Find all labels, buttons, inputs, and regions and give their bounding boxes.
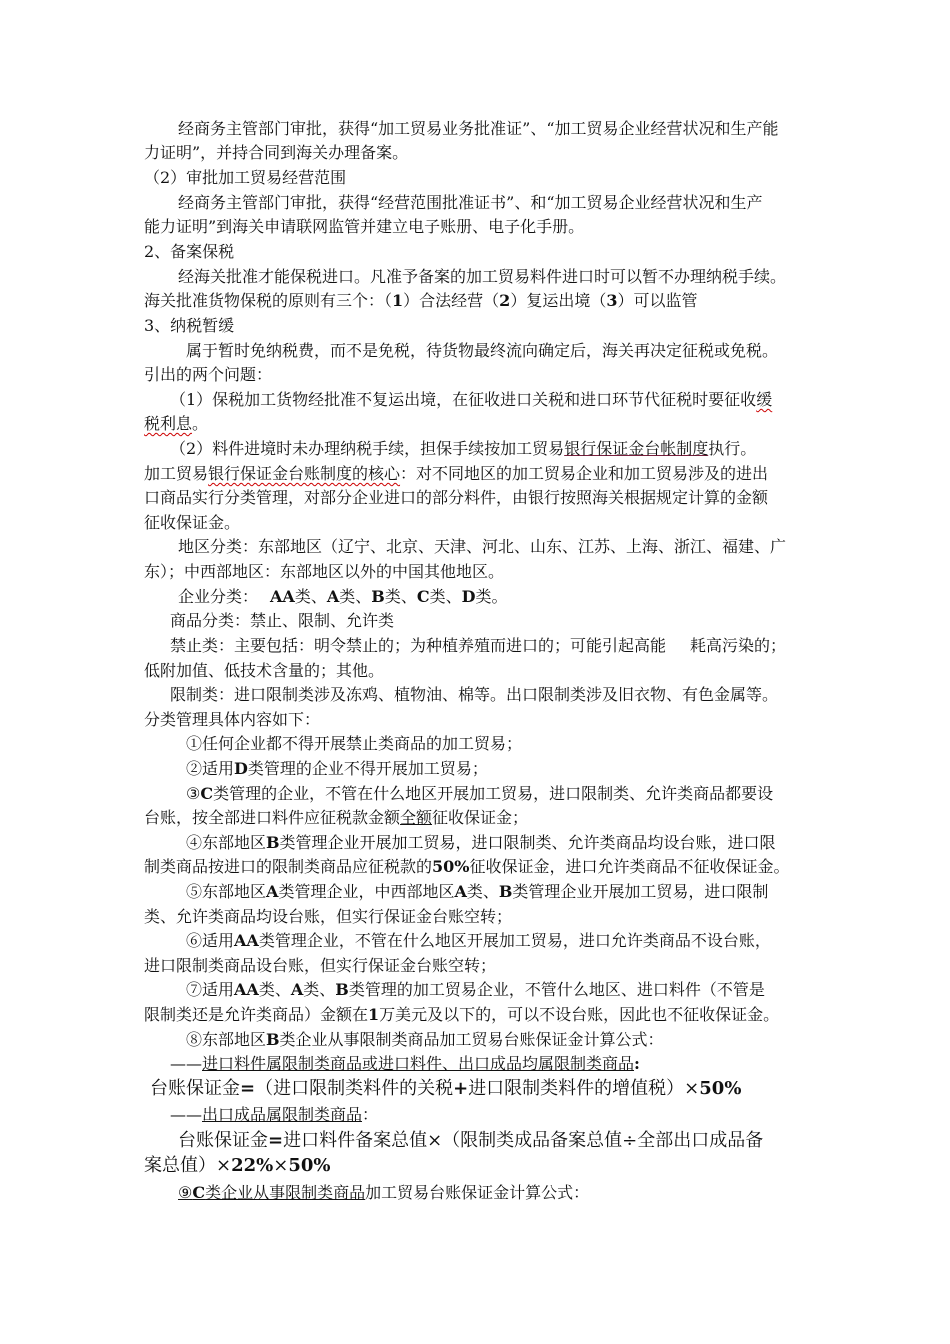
- list-item: ⑨C类企业从事限制类商品加工贸易台账保证金计算公式：: [178, 1183, 590, 1202]
- paragraph-line: 禁止类：主要包括：明令禁止的；为种植养殖而进口的；可能引起高能 耗高污染的；: [170, 636, 787, 655]
- paragraph-line: 商品分类：禁止、限制、允许类: [170, 611, 395, 630]
- paragraph-line: 引出的两个问题：: [144, 365, 273, 384]
- paragraph-line: 海关批准货物保税的原则有三个：（1）合法经营（2）复运出境（3）可以监管: [144, 291, 698, 310]
- paragraph-line: 力证明”，并持合同到海关办理备案。: [144, 143, 409, 162]
- list-item: ⑥适用AA类管理企业，不管在什么地区开展加工贸易，进口允许类商品不设台账，: [186, 931, 771, 950]
- list-item: ①任何企业都不得开展禁止类商品的加工贸易；: [186, 734, 523, 753]
- paragraph-line: 限制类还是允许类商品）金额在1万美元及以下的，可以不设台账，因此也不征收保证金。: [144, 1005, 780, 1024]
- list-item: ②适用D类管理的企业不得开展加工贸易；: [186, 759, 488, 778]
- paragraph-line: 口商品实行分类管理，对部分企业进口的部分料件，由银行按照海关根据规定计算的金额: [144, 488, 769, 507]
- formula-line: 台账保证金=（进口限制类料件的关税+进口限制类料件的增值税）×50%: [150, 1078, 742, 1099]
- paragraph-line: 台账，按全部进口料件应征税款金额全额征收保证金；: [144, 808, 529, 827]
- paragraph-line: 加工贸易银行保证金台账制度的核心：对不同地区的加工贸易企业和加工贸易涉及的进出: [144, 464, 769, 483]
- paragraph-line: （1）保税加工货物经批准不复运出境，在征收进口关税和进口环节代征税时要征收缓: [170, 390, 773, 409]
- paragraph-line: 制类商品按进口的限制类商品应征税款的50%征收保证金，进口允许类商品不征收保证金。: [144, 857, 790, 876]
- formula-heading: ——进口料件属限制类商品或进口料件、出口成品均属限制类商品:: [170, 1054, 640, 1073]
- formula-line: 台账保证金=进口料件备案总值×（限制类成品备案总值÷全部出口成品备: [178, 1130, 764, 1151]
- paragraph-line: 经商务主管部门审批，获得“加工贸易业务批准证”、“加工贸易企业经营状况和生产能: [178, 119, 779, 138]
- section-heading: 2、备案保税: [144, 242, 235, 261]
- paragraph-line: 限制类：进口限制类涉及冻鸡、植物油、棉等。出口限制类涉及旧衣物、有色金属等。: [170, 685, 779, 704]
- list-item: ⑤东部地区A类管理企业，中西部地区A类、B类管理企业开展加工贸易，进口限制: [186, 882, 769, 901]
- formula-line: 案总值）×22%×50%: [144, 1155, 331, 1176]
- paragraph-line: 征收保证金。: [144, 513, 241, 532]
- paragraph-line: 属于暂时免纳税费，而不是免税，待货物最终流向确定后，海关再决定征税或免税。: [186, 341, 779, 360]
- paragraph-line: 税利息。: [144, 414, 209, 433]
- paragraph-line: （2）料件进境时未办理纳税手续，担保手续按加工贸易银行保证金台帐制度执行。: [170, 439, 757, 458]
- paragraph-line: 企业分类： AA类、A类、B类、C类、D类。: [178, 587, 508, 606]
- list-item: ④东部地区B类管理企业开展加工贸易，进口限制类、允许类商品均设台账，进口限: [186, 833, 776, 852]
- paragraph-line: 地区分类：东部地区（辽宁、北京、天津、河北、山东、江苏、上海、浙江、福建、广: [178, 537, 787, 556]
- section-heading: 3、纳税暂缓: [144, 316, 235, 335]
- section-heading: （2）审批加工贸易经营范围: [144, 168, 347, 187]
- formula-heading: ——出口成品属限制类商品：: [170, 1105, 379, 1124]
- list-item: ③C类管理的企业，不管在什么地区开展加工贸易，进口限制类、允许类商品都要设: [186, 784, 774, 803]
- paragraph-line: 类、允许类商品均设台账，但实行保证金台账空转；: [144, 907, 513, 926]
- paragraph-line: 东）；中西部地区：东部地区以外的中国其他地区。: [144, 562, 505, 581]
- paragraph-line: 低附加值、低技术含量的；其他。: [144, 661, 385, 680]
- list-item: ⑦适用AA类、A类、B类管理的加工贸易企业，不管什么地区、进口料件（不管是: [186, 980, 765, 999]
- paragraph-line: 经海关批准才能保税进口。凡准予备案的加工贸易料件进口时可以暂不办理纳税手续。: [178, 267, 787, 286]
- paragraph-line: 进口限制类商品设台账，但实行保证金台账空转；: [144, 956, 497, 975]
- paragraph-line: 能力证明”到海关申请联网监管并建立电子账册、电子化手册。: [144, 217, 585, 236]
- list-item: ⑧东部地区B类企业从事限制类商品加工贸易台账保证金计算公式：: [186, 1030, 664, 1049]
- paragraph-line: 经商务主管部门审批，获得“经营范围批准证书”、和“加工贸易企业经营状况和生产: [178, 193, 763, 212]
- paragraph-line: 分类管理具体内容如下：: [144, 710, 321, 729]
